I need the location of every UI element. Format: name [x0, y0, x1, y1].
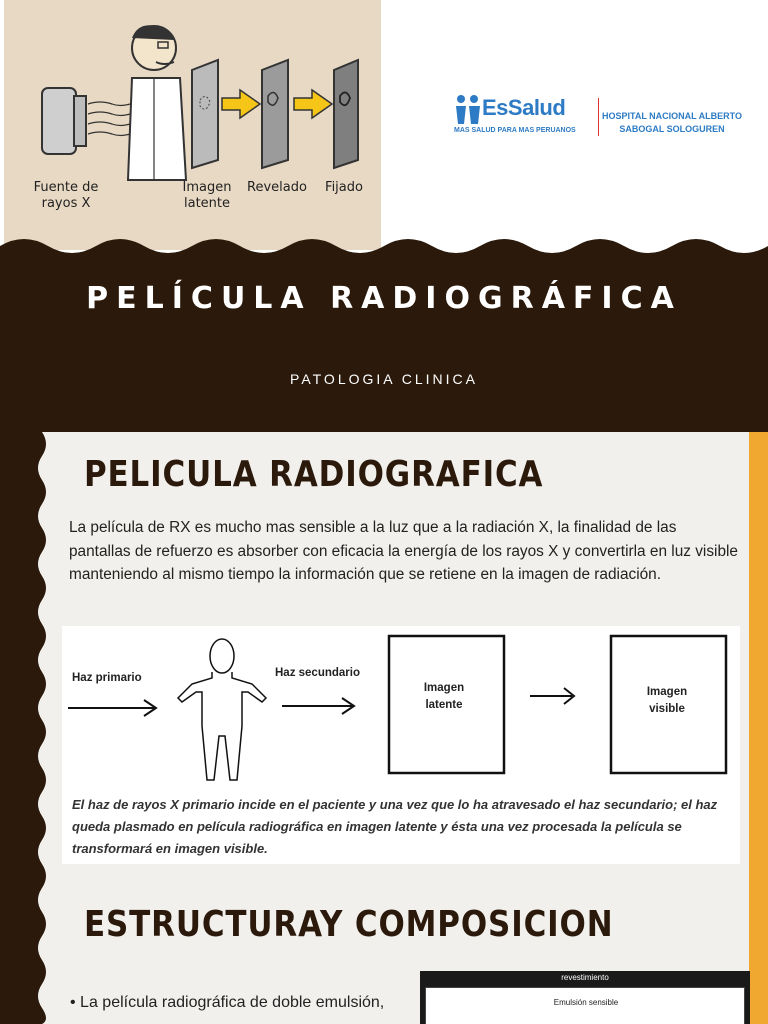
- label-fijado: Fijado: [325, 180, 363, 195]
- label-fuente-rayos-x: Fuente de rayos X: [33, 180, 99, 211]
- gold-accent-bar: [749, 864, 768, 1024]
- layer-revestimiento: revestimiento: [561, 973, 609, 982]
- left-wave-border: [0, 432, 50, 864]
- brand-tagline: MAS SALUD PARA MAS PERUANOS: [454, 127, 576, 134]
- slide-pelicula: [0, 432, 768, 864]
- xray-process-illustration: [4, 0, 381, 250]
- label-imagen-latente: Imagen latente: [182, 180, 232, 211]
- label-revelado: Revelado: [247, 180, 307, 195]
- left-wave-border: [0, 864, 50, 1024]
- layer-emulsion-sensible: Emulsión sensible: [553, 998, 619, 1007]
- film-layers-diagram: [420, 971, 750, 1024]
- bullet-item: • La película radiográfica de doble emulsión,: [70, 994, 385, 1011]
- slide-heading: PELICULA RADIOGRAFICA: [84, 454, 544, 495]
- bullet-text: La película radiográfica de doble emulsión,: [80, 994, 385, 1011]
- presentation-subtitle: PATOLOGIA CLINICA: [290, 371, 478, 387]
- label-haz-primario: Haz primario: [72, 672, 142, 684]
- label-imagen-latente-box: Imagen latente: [423, 682, 465, 711]
- brand-name: EsSalud: [482, 95, 566, 120]
- title-band: [0, 232, 768, 432]
- xray-process-drawing: [4, 0, 381, 250]
- essalud-logo: [452, 92, 742, 142]
- hospital-name: HOSPITAL NACIONAL ALBERTO SABOGAL SOLOGUREN: [602, 111, 743, 134]
- label-imagen-visible-box: Imagen visible: [646, 686, 688, 715]
- xray-beam-diagram: [62, 626, 740, 864]
- slide-estructura: [0, 864, 768, 1024]
- family-icon: [454, 94, 482, 126]
- slide-title: [0, 0, 768, 432]
- slide-heading: ESTRUCTURAY COMPOSICION: [84, 904, 614, 945]
- diagram-caption: El haz de rayos X primario incide en el paciente y una vez que lo ha atravesado el haz secundario; el haz queda plasmado en película radiográfica en imagen latente y ésta una vez procesada la película se transformará en imagen visible.: [72, 797, 718, 856]
- label-haz-secundario: Haz secundario: [275, 667, 360, 679]
- presentation-title: PELÍCULA RADIOGRÁFICA: [86, 281, 682, 316]
- gold-accent-bar: [749, 432, 768, 864]
- body-paragraph: La película de RX es mucho mas sensible a la luz que a la radiación X, la finalidad de las pantallas de refuerzo es absorber con eficacia la energía de los rayos X y convertirla en luz visible manteniendo al mismo tiempo la información que se retiene en la imagen de radiación.: [69, 519, 738, 583]
- layer-emulsion-box: [425, 987, 745, 1024]
- logo-divider: [598, 98, 599, 136]
